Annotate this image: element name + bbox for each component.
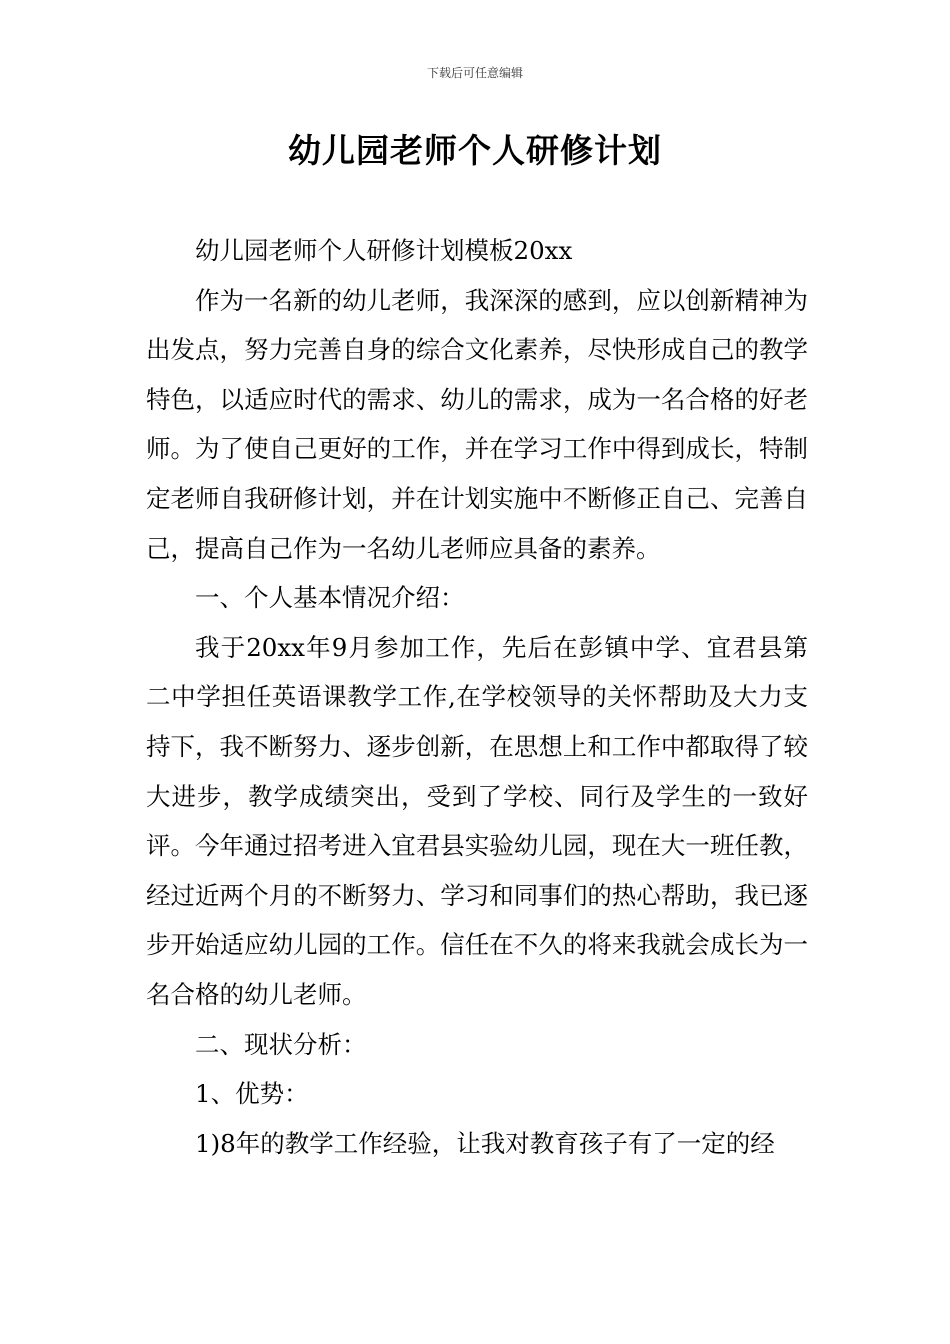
header-note: 下载后可任意编辑 (426, 66, 523, 80)
section-heading-analysis: 二、现状分析： (195, 1029, 367, 1059)
strength-item-1: 1)8年的教学工作经验，让我对教育孩子有了一定的经 (195, 1128, 775, 1158)
basic-info-paragraph: 我于20xx年9月参加工作，先后在彭镇中学、宜君县第二中学担任英语课教学工作,在学校领导的关怀帮助及大力支持下，我不断努力、逐步创新，在思想上和工作中都取得了较大进步，教学成绩突出，受到了学校、同行及学生的一致好评。今年通过招考进入宜君县实验幼儿园，现在大一班任教，经过近两个月的不断努力、学习和同事们的热心帮助，我已逐步开始适应幼儿园的工作。信任在不久的将来我就会成长为一名合格的幼儿老师。 (146, 632, 808, 1009)
intro-paragraph: 作为一名新的幼儿老师，我深深的感到，应以创新精神为出发点，努力完善自身的综合文化素养，尽快形成自己的教学特色，以适应时代的需求、幼儿的需求，成为一名合格的好老师。为了使自己更好的工作，并在学习工作中得到成长，特制定老师自我研修计划，并在计划实施中不断修正自己、完善自己，提高自己作为一名幼儿老师应具备的素养。 (146, 285, 808, 563)
document-title: 幼儿园老师个人研修计划 (288, 131, 662, 170)
document-body (146, 226, 808, 1168)
subtitle-paragraph: 幼儿园老师个人研修计划模板20xx (195, 236, 573, 265)
subheading-strengths: 1、优势： (195, 1079, 309, 1109)
section-heading-basic-info: 一、个人基本情况介绍： (195, 583, 465, 613)
